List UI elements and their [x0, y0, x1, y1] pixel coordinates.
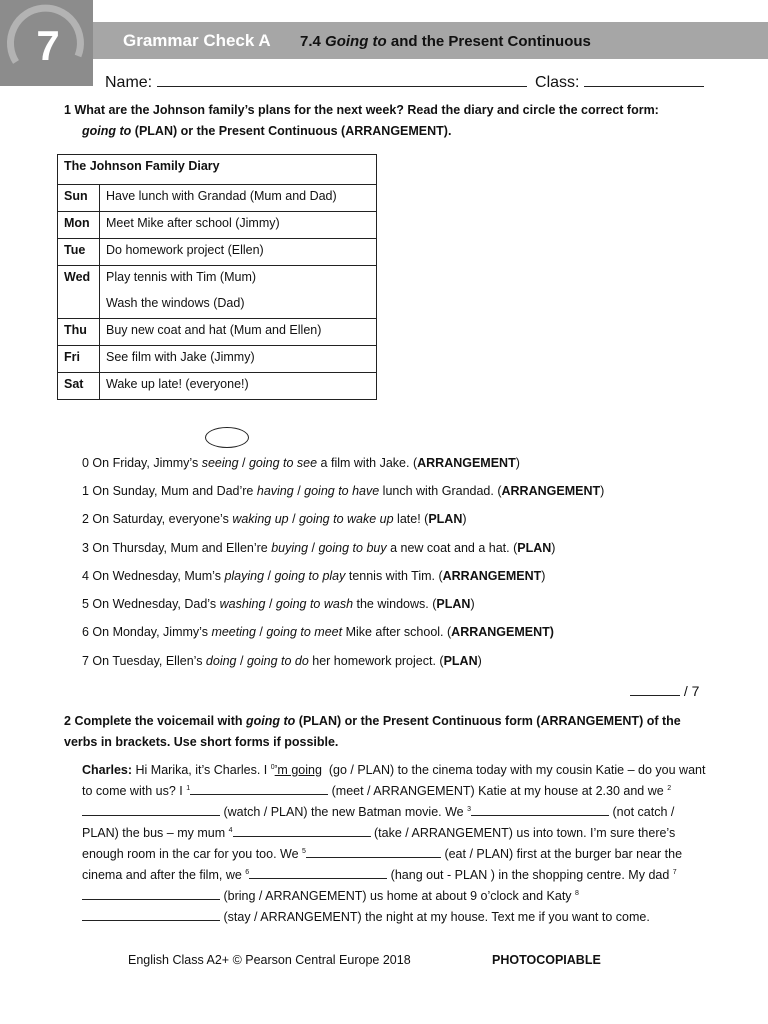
gap-2[interactable]	[82, 803, 220, 816]
gap-4[interactable]	[233, 824, 371, 837]
gap-8[interactable]	[82, 908, 220, 921]
name-field[interactable]	[157, 72, 527, 87]
example-answer: ’m going	[274, 763, 322, 777]
gap-7[interactable]	[82, 887, 220, 900]
q1-sentence-2[interactable]: 2 On Saturday, everyone’s waking up / going to wake up late! (PLAN)	[82, 512, 467, 526]
unit-badge	[0, 0, 93, 86]
voicemail-text: Charles: Hi Marika, it’s Charles. I $^0$’m going (go / PLAN) to the cinema today with my cousin Katie – do you want to come with us? I $^1$ (meet / ARRANGEMENT) Katie at my house at 2.30 and we $^2$ (watch / PLAN) the new Batman movie. We $^3$ (not catch / PLAN) the bus – my mum $^4$ (take / ARRANGEMENT) us into town. I’m sure there’s enough room in the car for you too. We $^5$ (eat / PLAN) first at the burger bar near the cinema and after the film, we $^6$ (hang out - PLAN ) in the shopping centre. My dad $^7$ (bring / ARRANGEMENT) us home at about 9 o’clock and Katy $^8$ (stay / ARRANGEMENT) the night at my house. Text me if you want to come.	[82, 763, 706, 924]
q1-sentence-4[interactable]: 4 On Wednesday, Mum’s playing / going to play tennis with Tim. (ARRANGEMENT)	[82, 569, 546, 583]
gap-6[interactable]	[249, 866, 387, 879]
q1-score: / 7	[630, 683, 699, 699]
worksheet-title: Grammar Check A	[123, 31, 271, 50]
class-label: Class:	[535, 74, 580, 91]
section-title: 7.4 Going to and the Present Continuous	[300, 33, 591, 50]
q1-score-field[interactable]	[630, 683, 680, 696]
gap-3[interactable]	[471, 803, 609, 816]
diary-row-thu: Thu Buy new coat and hat (Mum and Ellen)	[58, 319, 377, 346]
q1-sentence-0[interactable]: 0 On Friday, Jimmy’s seeing / going to see a film with Jake. (ARRANGEMENT)	[82, 456, 520, 470]
class-field[interactable]	[584, 72, 704, 87]
speaker-label: Charles:	[82, 763, 133, 777]
unit-ring-icon	[0, 0, 93, 86]
q1-sentence-5[interactable]: 5 On Wednesday, Dad’s washing / going to wash the windows. (PLAN)	[82, 597, 475, 611]
q1-sentence-6[interactable]: 6 On Monday, Jimmy’s meeting / going to meet Mike after school. (ARRANGEMENT)	[82, 625, 554, 639]
diary-title: The Johnson Family Diary	[58, 155, 377, 185]
johnson-family-diary	[57, 154, 377, 400]
q1-instruction: 1 What are the Johnson family’s plans for the next week? Read the diary and circle the correct form: going to (PLAN) or the Present Continuous (ARRANGEMENT).	[64, 103, 659, 138]
name-label: Name:	[105, 74, 153, 91]
title-bar	[93, 22, 768, 59]
circle-example-icon	[205, 427, 249, 448]
gap-5[interactable]	[306, 845, 441, 858]
photocopiable-label: PHOTOCOPIABLE	[492, 953, 601, 967]
name-class-line	[105, 72, 704, 92]
q2-instruction: 2 Complete the voicemail with going to (PLAN) or the Present Continuous form (ARRANGEMENT) of the verbs in brackets. Use short forms if possible.	[64, 714, 681, 749]
diary-row-wed: Wed Play tennis with Tim (Mum) Wash the windows (Dad)	[58, 266, 377, 319]
diary-row-mon: Mon Meet Mike after school (Jimmy)	[58, 212, 377, 239]
diary-row-sat: Sat Wake up late! (everyone!)	[58, 373, 377, 400]
diary-row-fri: Fri See film with Jake (Jimmy)	[58, 346, 377, 373]
diary-row-tue: Tue Do homework project (Ellen)	[58, 239, 377, 266]
unit-number: 7	[36, 22, 60, 69]
gap-1[interactable]	[190, 782, 328, 795]
diary-row-sun: Sun Have lunch with Grandad (Mum and Dad)	[58, 185, 377, 212]
q1-sentence-3[interactable]: 3 On Thursday, Mum and Ellen’re buying / going to buy a new coat and a hat. (PLAN)	[82, 541, 556, 555]
q1-sentence-7[interactable]: 7 On Tuesday, Ellen’s doing / going to do her homework project. (PLAN)	[82, 654, 482, 668]
q1-sentence-1[interactable]: 1 On Sunday, Mum and Dad’re having / going to have lunch with Grandad. (ARRANGEMENT)	[82, 484, 605, 498]
copyright-footer: English Class A2+ © Pearson Central Europe 2018	[128, 953, 411, 967]
